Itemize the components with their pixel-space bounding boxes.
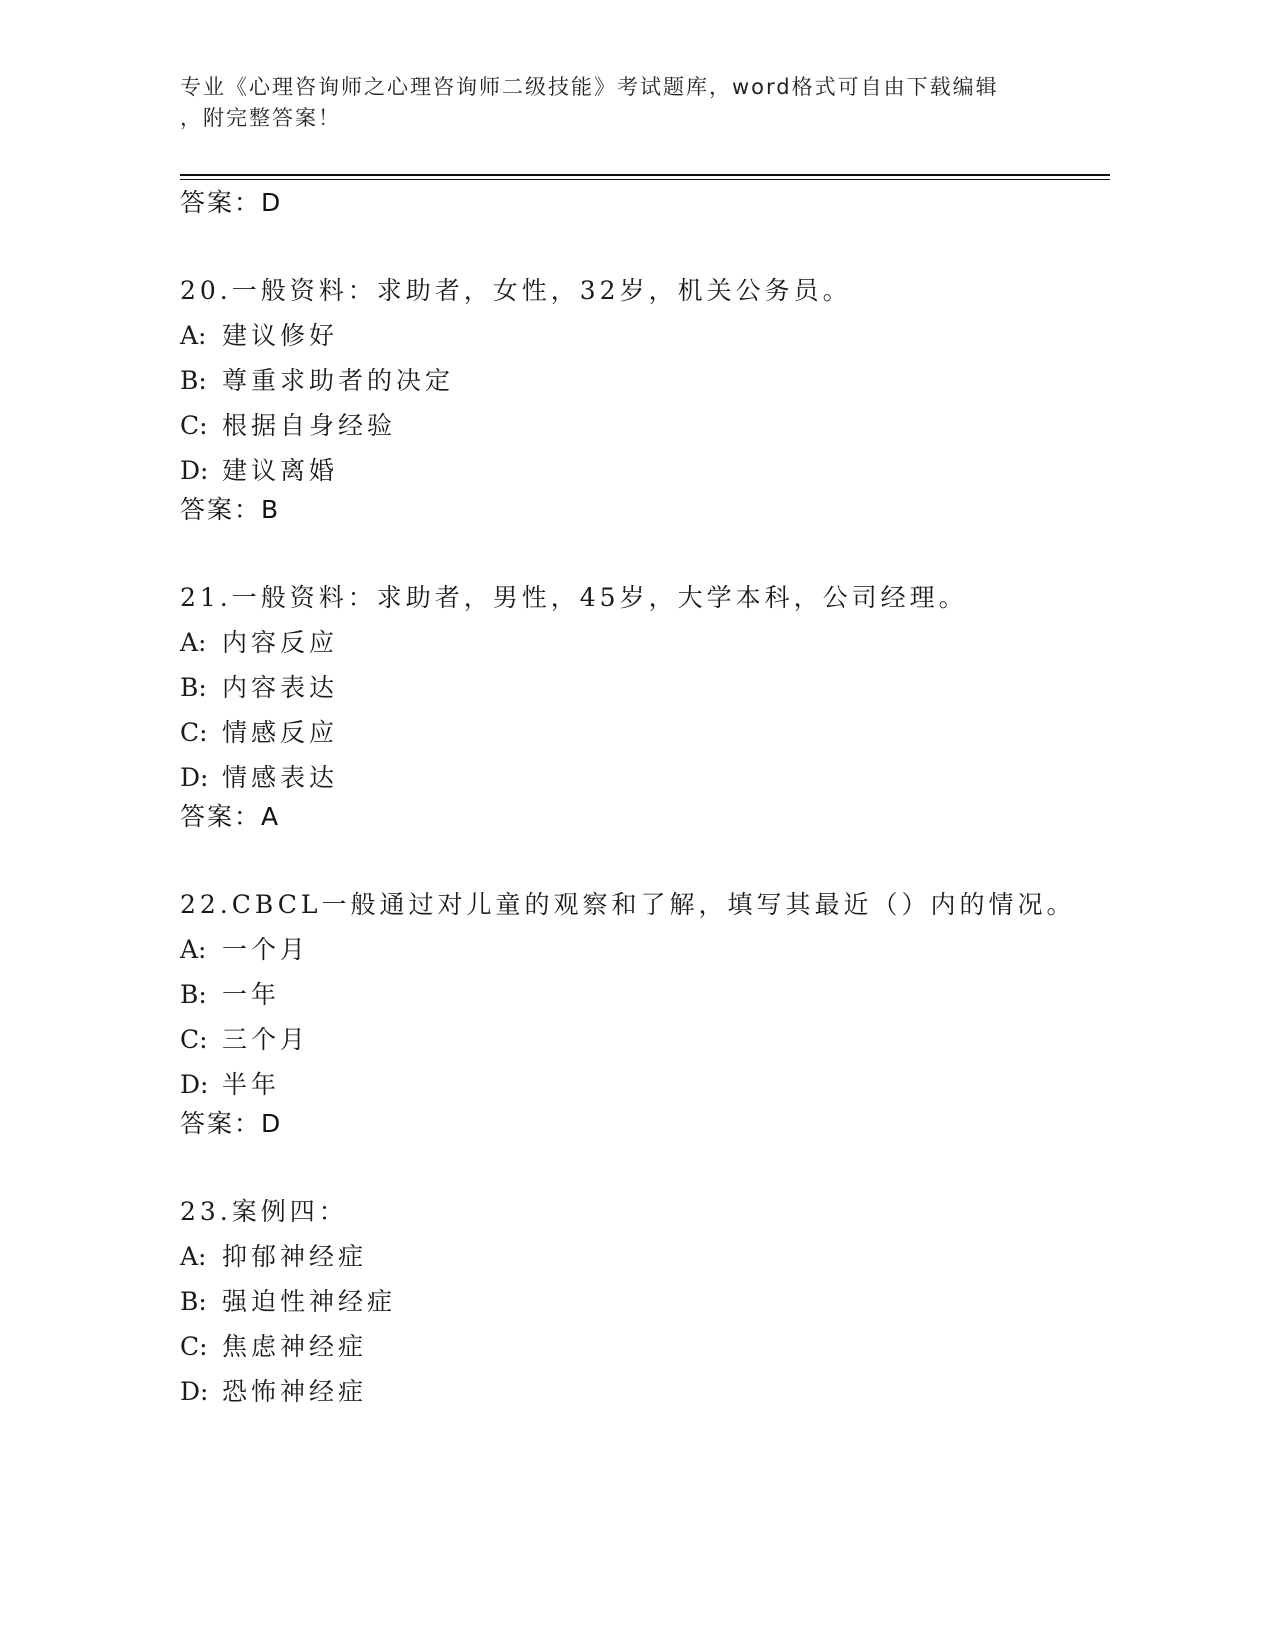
option-a <box>180 313 1110 358</box>
option-c <box>180 1324 1110 1369</box>
option-label: D: <box>180 763 209 792</box>
option-a <box>180 1234 1110 1279</box>
option-label: A: <box>180 935 207 964</box>
option-b <box>180 665 1110 710</box>
header-line-1: 专业《心理咨询师之心理咨询师二级技能》考试题库，word格式可自由下载编辑 <box>180 75 999 99</box>
option-label: A: <box>180 628 207 657</box>
header-divider-thick <box>180 174 1110 176</box>
answer-line: 答案：D <box>180 188 283 217</box>
header-line-2: ，附完整答案！ <box>180 106 341 130</box>
answer-line: 答案：D <box>180 1109 283 1138</box>
question-list <box>180 186 1110 1414</box>
option-c <box>180 1017 1110 1062</box>
question-stem: 21.一般资料：求助者，男性，45岁，大学本科，公司经理。 <box>180 583 968 612</box>
question-stem: 23.案例四： <box>180 1197 348 1226</box>
option-text: 三个月 <box>222 1025 310 1054</box>
option-text: 恐怖神经症 <box>222 1377 368 1406</box>
option-text: 尊重求助者的决定 <box>222 366 455 395</box>
option-text: 建议修好 <box>222 321 339 350</box>
option-text: 建议离婚 <box>222 456 339 485</box>
option-d <box>180 1062 1110 1107</box>
option-text: 情感反应 <box>222 718 339 747</box>
option-text: 强迫性神经症 <box>222 1287 397 1316</box>
option-label: C: <box>180 718 208 747</box>
option-label: A: <box>180 1242 207 1271</box>
option-c <box>180 403 1110 448</box>
option-label: C: <box>180 1332 208 1361</box>
question-item <box>180 268 1110 527</box>
option-d <box>180 448 1110 493</box>
answer-line: 答案：B <box>180 495 281 524</box>
option-text: 内容反应 <box>222 628 339 657</box>
option-label: D: <box>180 456 209 485</box>
option-text: 焦虑神经症 <box>222 1332 368 1361</box>
option-label: B: <box>180 366 207 395</box>
option-label: B: <box>180 980 207 1009</box>
option-text: 一个月 <box>222 935 310 964</box>
option-d <box>180 1369 1110 1414</box>
option-text: 情感表达 <box>222 763 339 792</box>
option-b <box>180 358 1110 403</box>
option-text: 半年 <box>222 1070 281 1099</box>
option-label: B: <box>180 1287 207 1316</box>
option-label: C: <box>180 1025 208 1054</box>
question-stem: 20.一般资料：求助者，女性，32岁，机关公务员。 <box>180 276 852 305</box>
option-label: D: <box>180 1377 209 1406</box>
page-header <box>180 72 1040 134</box>
option-text: 一年 <box>222 980 281 1009</box>
header-divider-thin <box>180 179 1110 180</box>
option-text: 根据自身经验 <box>222 411 397 440</box>
option-a <box>180 620 1110 665</box>
option-label: C: <box>180 411 208 440</box>
option-label: D: <box>180 1070 209 1099</box>
option-text: 抑郁神经症 <box>222 1242 368 1271</box>
option-c <box>180 710 1110 755</box>
option-text: 内容表达 <box>222 673 339 702</box>
option-b <box>180 972 1110 1017</box>
question-item <box>180 1189 1110 1414</box>
question-item <box>180 882 1110 1141</box>
option-a <box>180 927 1110 972</box>
question-item <box>180 575 1110 834</box>
question-stem: 22.CBCL一般通过对儿童的观察和了解，填写其最近（）内的情况。 <box>180 890 1076 919</box>
option-label: B: <box>180 673 207 702</box>
option-b <box>180 1279 1110 1324</box>
answer-line: 答案：A <box>180 802 281 831</box>
option-label: A: <box>180 321 207 350</box>
option-d <box>180 755 1110 800</box>
